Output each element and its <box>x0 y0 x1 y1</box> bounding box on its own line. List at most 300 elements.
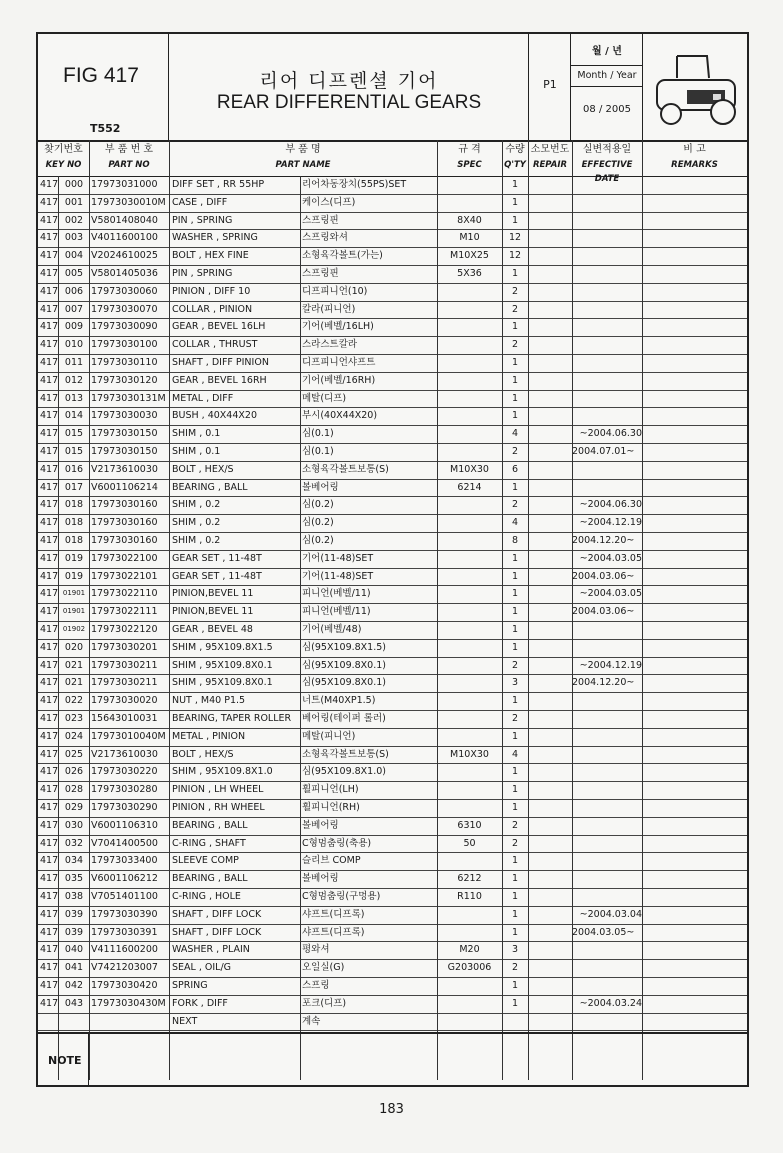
cell-part: 17973022110 <box>91 588 158 600</box>
cell-en: PINION , DIFF 10 <box>172 285 251 297</box>
cell-ko: 베어링(테이퍼 롤러) <box>302 713 386 724</box>
cell-date <box>572 852 642 870</box>
cell-qty: 1 <box>511 695 519 707</box>
cell-date: ~2004.06.30 <box>579 428 642 440</box>
cell-spec: M10X30 <box>450 463 489 475</box>
cell-en: SHAFT , DIFF LOCK <box>172 908 262 920</box>
table-row <box>38 728 747 747</box>
cell-key: 006 <box>64 285 84 297</box>
cell-en: SHAFT , DIFF PINION <box>172 357 269 368</box>
table-row <box>38 425 747 444</box>
cell-key: 042 <box>64 980 84 991</box>
cell-date <box>572 461 642 479</box>
cell-date <box>572 746 642 764</box>
cell-qty: 1 <box>511 214 519 226</box>
cell-ko: 소형육각볼트(가는) <box>302 250 383 262</box>
page-number: 183 <box>379 1102 404 1117</box>
date-box <box>571 34 643 140</box>
cell-spec <box>437 995 502 1013</box>
cell-date <box>572 354 642 372</box>
cell-spec <box>437 372 502 390</box>
cell-date: ~2004.03.24 <box>579 997 642 1009</box>
cell-date <box>572 372 642 390</box>
cell-date <box>572 977 642 995</box>
cell-spec <box>437 603 502 621</box>
cell-spec: M10X30 <box>450 748 489 760</box>
cell-qty: 1 <box>511 606 519 618</box>
table-row <box>38 621 747 640</box>
column-divider <box>89 176 90 1080</box>
note-divider <box>88 1034 89 1087</box>
cell-date: ~2004.06.30 <box>579 499 642 511</box>
column-divider <box>528 176 529 1080</box>
table-row <box>38 906 747 925</box>
cell-part: 17973022111 <box>91 606 158 618</box>
cell-fig: 417 <box>40 268 58 279</box>
cell-date <box>572 390 642 408</box>
table-row <box>38 941 747 960</box>
cell-part: 17973022101 <box>91 570 158 582</box>
table-row <box>38 870 747 889</box>
table-row <box>38 585 747 604</box>
table-row <box>38 354 747 373</box>
cell-en: GEAR , BEVEL 48 <box>172 624 253 635</box>
cell-date <box>572 176 642 194</box>
cell-spec <box>437 407 502 425</box>
date-label-korean: 월 / 년 <box>592 46 622 57</box>
cell-qty: 1 <box>511 179 519 190</box>
cell-ko: 피니언(베벨/11) <box>302 588 371 600</box>
cell-key: 013 <box>64 392 84 404</box>
cell-date <box>572 265 642 283</box>
cell-en: METAL , DIFF <box>172 392 234 404</box>
cell-qty: 2 <box>511 962 519 974</box>
cell-en: BOLT , HEX/S <box>172 748 234 760</box>
cell-date <box>572 1013 642 1031</box>
table-row <box>38 710 747 729</box>
cell-date: ~2004.03.04 <box>579 908 642 920</box>
cell-date <box>572 835 642 853</box>
cell-qty: 2 <box>511 446 519 457</box>
cell-en: COLLAR , THRUST <box>172 339 258 351</box>
cell-part: V4011600100 <box>91 232 158 244</box>
cell-key: 01902 <box>62 625 86 633</box>
cell-ko: 기어(베벨/16RH) <box>302 374 376 386</box>
cell-ko: 볼베어링 <box>302 819 339 831</box>
cell-spec <box>437 639 502 657</box>
column-divider <box>502 176 503 1080</box>
cell-en: SHIM , 0.2 <box>172 535 221 546</box>
cell-en: SLEEVE COMP <box>172 855 239 867</box>
cell-spec <box>437 283 502 301</box>
cell-fig: 417 <box>40 588 58 600</box>
table-row <box>38 924 747 943</box>
cell-part: 17973030110 <box>91 357 158 368</box>
cell-key: 022 <box>64 695 84 707</box>
cell-part: 17973030030 <box>91 410 158 422</box>
header-divider <box>502 140 503 176</box>
cell-ko: 스프링핀 <box>302 268 339 279</box>
cell-key: 021 <box>64 677 84 689</box>
date-value: 08 / 2005 <box>583 104 631 115</box>
cell-qty: 1 <box>511 980 519 991</box>
cell-part: V5801408040 <box>91 214 158 226</box>
cell-fig: 417 <box>40 802 58 813</box>
cell-en: METAL , PINION <box>172 730 246 742</box>
cell-qty: 3 <box>511 944 519 956</box>
cell-qty: 2 <box>511 713 519 724</box>
table-row <box>38 443 747 462</box>
cell-ko: 케이스(디프) <box>302 196 356 208</box>
table-row <box>38 336 747 355</box>
cell-qty: 1 <box>511 196 519 208</box>
cell-part: 17973030160 <box>91 517 158 529</box>
cell-qty: 1 <box>511 766 519 778</box>
cell-fig: 417 <box>40 606 58 618</box>
cell-en: DIFF SET , RR 55HP <box>172 179 265 190</box>
cell-spec <box>437 585 502 603</box>
table-row <box>38 568 747 587</box>
cell-en: SEAL , OIL/G <box>172 962 232 974</box>
cell-key: 040 <box>64 944 84 956</box>
title-box <box>169 34 529 140</box>
cell-date: ~2004.03.05 <box>579 588 642 600</box>
cell-ko: 슬리브 COMP <box>302 855 361 867</box>
cell-date: 2004.03.05~ <box>572 926 635 938</box>
cell-part: 17973022120 <box>91 624 158 635</box>
table-row <box>38 212 747 231</box>
cell-fig: 417 <box>40 837 58 849</box>
cell-ko: 휠피니언(RH) <box>302 802 360 813</box>
cell-key: 019 <box>64 552 84 564</box>
cell-part: V5801405036 <box>91 268 158 279</box>
cell-spec: 50 <box>463 837 476 849</box>
cell-key: 018 <box>64 535 84 546</box>
cell-en: BEARING , BALL <box>172 819 248 831</box>
cell-part: V6001106214 <box>91 481 158 493</box>
cell-qty: 4 <box>511 748 519 760</box>
cell-date: ~2004.03.05 <box>579 552 642 564</box>
cell-ko: 계속 <box>302 1015 321 1027</box>
column-divider <box>437 176 438 1080</box>
col-header-key-no: 찾기번호 KEY NO <box>44 144 83 170</box>
cell-fig: 417 <box>40 357 58 368</box>
cell-fig: 417 <box>40 250 58 262</box>
cell-qty: 12 <box>508 250 522 262</box>
cell-key: 028 <box>64 784 84 796</box>
cell-en: GEAR SET , 11-48T <box>172 552 262 564</box>
cell-key: 001 <box>64 196 84 208</box>
cell-qty: 1 <box>511 624 519 635</box>
cell-spec <box>437 550 502 568</box>
cell-part: 17973030211 <box>91 677 158 689</box>
cell-fig: 417 <box>40 499 58 511</box>
cell-fig: 417 <box>40 944 58 956</box>
cell-part: V2024610025 <box>91 250 158 262</box>
cell-fig: 417 <box>40 624 58 635</box>
cell-qty: 1 <box>511 570 519 582</box>
cell-key: 041 <box>64 962 84 974</box>
cell-qty: 1 <box>511 374 519 386</box>
cell-en: CASE , DIFF <box>172 196 228 208</box>
cell-spec: M20 <box>459 944 480 956</box>
cell-en: BOLT , HEX/S <box>172 463 234 475</box>
cell-qty: 1 <box>511 410 519 422</box>
cell-date: 2004.03.06~ <box>572 570 635 582</box>
cell-en: BEARING , BALL <box>172 481 248 493</box>
cell-date <box>572 301 642 319</box>
cell-fig: 417 <box>40 463 58 475</box>
cell-part: 17973030290 <box>91 802 158 813</box>
cell-fig: 417 <box>40 339 58 351</box>
cell-en: SHIM , 95X109.8X1.0 <box>172 766 273 778</box>
cell-fig: 417 <box>40 873 58 885</box>
cell-ko: 소형육각볼트보통(S) <box>302 748 389 760</box>
table-row <box>38 407 747 426</box>
cell-part: 17973030160 <box>91 499 158 511</box>
table-row <box>38 550 747 569</box>
table-row <box>38 318 747 337</box>
cell-ko: 평와셔 <box>302 944 330 956</box>
cell-qty: 1 <box>511 926 519 938</box>
col-header-qty: 수량 Q'TY <box>504 144 526 170</box>
cell-date <box>572 692 642 710</box>
cell-spec: G203006 <box>447 962 492 974</box>
cell-spec <box>437 568 502 586</box>
cell-qty: 1 <box>511 641 519 653</box>
cell-fig: 417 <box>40 481 58 493</box>
cell-date <box>572 407 642 425</box>
table-row <box>38 835 747 854</box>
cell-key: 032 <box>64 837 84 849</box>
cell-spec <box>437 692 502 710</box>
cell-date <box>572 781 642 799</box>
cell-spec <box>437 621 502 639</box>
cell-part: 17973030100 <box>91 339 158 351</box>
cell-fig: 417 <box>40 980 58 991</box>
table-row <box>38 301 747 320</box>
cell-date <box>572 799 642 817</box>
table-row <box>38 852 747 871</box>
cell-spec: M10 <box>459 232 480 244</box>
cell-ko: 샤프트(디프록) <box>302 926 365 938</box>
table-row <box>38 372 747 391</box>
table-row <box>38 461 747 480</box>
cell-qty <box>502 1013 528 1031</box>
cell-ko: 리어차동장치(55PS)SET <box>302 179 407 190</box>
cell-fig: 417 <box>40 517 58 529</box>
cell-fig: 417 <box>40 926 58 938</box>
cell-qty: 1 <box>511 997 519 1009</box>
cell-ko: 심(0.2) <box>302 535 334 546</box>
cell-key: 010 <box>64 339 84 351</box>
cell-key: 018 <box>64 499 84 511</box>
cell-ko: 심(0.2) <box>302 499 334 511</box>
cell-date <box>572 336 642 354</box>
cell-en: GEAR , BEVEL 16LH <box>172 321 266 333</box>
cell-qty: 1 <box>511 268 519 279</box>
page-box <box>529 34 571 140</box>
cell-spec <box>437 194 502 212</box>
table-row <box>38 603 747 622</box>
table-row <box>38 781 747 800</box>
cell-spec <box>437 799 502 817</box>
cell-fig: 417 <box>40 285 58 297</box>
table-row <box>38 265 747 284</box>
table-row <box>38 763 747 782</box>
cell-key: 015 <box>64 446 84 457</box>
cell-key: 000 <box>64 179 84 190</box>
cell-key: 002 <box>64 214 84 226</box>
table-row <box>38 977 747 996</box>
cell-ko: 피니언(베벨/11) <box>302 606 371 618</box>
cell-ko: 스프링와셔 <box>302 232 348 244</box>
cell-part: 17973010040M <box>91 730 166 742</box>
cell-en: PINION,BEVEL 11 <box>172 606 254 618</box>
cell-date: ~2004.12.19 <box>579 659 642 671</box>
title-english: REAR DIFFERENTIAL GEARS <box>216 92 482 113</box>
cell-date <box>572 728 642 746</box>
cell-date <box>572 959 642 977</box>
cell-fig: 417 <box>40 997 58 1009</box>
cell-en: WASHER , SPRING <box>172 232 258 244</box>
cell-qty: 1 <box>511 392 519 404</box>
cell-en: PINION , RH WHEEL <box>172 802 265 813</box>
cell-date <box>572 763 642 781</box>
cell-date <box>572 229 642 247</box>
cell-ko: 칼라(피니언) <box>302 303 356 315</box>
cell-ko: 소형육각볼트보통(S) <box>302 463 389 475</box>
cell-ko: 볼베어링 <box>302 481 339 493</box>
cell-spec <box>437 1013 502 1031</box>
cell-key: 018 <box>64 517 84 529</box>
cell-part: 17973030150 <box>91 428 158 440</box>
cell-key: 009 <box>64 321 84 333</box>
cell-key: 017 <box>64 481 84 493</box>
cell-key: 003 <box>64 232 84 244</box>
table-row <box>38 799 747 818</box>
header-divider <box>169 140 170 176</box>
cell-fig: 417 <box>40 410 58 422</box>
cell-spec <box>437 496 502 514</box>
cell-date <box>572 817 642 835</box>
cell-date: ~2004.12.19 <box>579 517 642 529</box>
cell-part: V2173610030 <box>91 463 158 475</box>
cell-part: 17973030131M <box>91 392 166 404</box>
table-row <box>38 657 747 676</box>
cell-key: 038 <box>64 891 84 902</box>
cell-qty: 2 <box>511 837 519 849</box>
cell-qty: 8 <box>511 535 519 546</box>
cell-date <box>572 621 642 639</box>
col-header-repair: 소모번도 REPAIR <box>530 144 570 170</box>
cell-date <box>572 283 642 301</box>
cell-fig: 417 <box>40 446 58 457</box>
cell-part: V7051401100 <box>91 891 158 902</box>
cell-fig: 417 <box>40 766 58 778</box>
column-divider <box>300 176 301 1080</box>
cell-key: 01901 <box>62 589 86 598</box>
cell-part: V7421203007 <box>91 962 158 974</box>
cell-fig: 417 <box>40 659 58 671</box>
cell-part: 17973030220 <box>91 766 158 778</box>
cell-key: 021 <box>64 659 84 671</box>
cell-key: 043 <box>64 997 84 1009</box>
cell-part: 15643010031 <box>91 713 158 724</box>
col-header-spec: 규 격 SPEC <box>457 144 482 170</box>
cell-spec <box>437 443 502 461</box>
cell-part: 17973030211 <box>91 659 158 671</box>
cell-key: 012 <box>64 374 84 386</box>
cell-qty: 6 <box>511 463 519 475</box>
cell-spec: R110 <box>457 891 482 902</box>
cell-key: 023 <box>64 713 84 724</box>
cell-fig: 417 <box>40 321 58 333</box>
date-label-english: Month / Year <box>571 65 643 87</box>
cell-spec <box>437 728 502 746</box>
table-row <box>38 390 747 409</box>
header-divider <box>572 140 573 176</box>
cell-fig: 417 <box>40 730 58 742</box>
cell-key: 024 <box>64 730 84 742</box>
cell-qty: 1 <box>511 552 519 564</box>
table-row <box>38 639 747 658</box>
cell-spec <box>437 354 502 372</box>
cell-fig: 417 <box>40 819 58 831</box>
cell-fig: 417 <box>40 677 58 689</box>
column-divider <box>572 176 573 1080</box>
cell-ko: 기어(베벨/48) <box>302 624 362 635</box>
cell-spec <box>437 301 502 319</box>
cell-ko: 메탈(피니언) <box>302 730 356 742</box>
cell-key: 01901 <box>62 607 86 616</box>
cell-part: 17973030120 <box>91 374 158 386</box>
figure-box <box>38 34 169 140</box>
cell-key: 039 <box>64 926 84 938</box>
cell-spec <box>437 425 502 443</box>
cell-key: 015 <box>64 428 84 440</box>
table-row <box>38 247 747 266</box>
cell-fig: 417 <box>40 374 58 386</box>
cell-fig: 417 <box>40 428 58 440</box>
col-header-effective-date: 실변적용일 EFFECTIVE DATE <box>581 144 633 184</box>
cell-en: BUSH , 40X44X20 <box>172 410 257 422</box>
cell-ko: C형멈춤링(축용) <box>302 837 372 849</box>
cell-qty: 1 <box>511 908 519 920</box>
cell-key: 019 <box>64 570 84 582</box>
cell-part: V6001106212 <box>91 873 158 885</box>
cell-date <box>572 479 642 497</box>
cell-part: 17973030390 <box>91 908 158 920</box>
cell-ko: 심(95X109.8X0.1) <box>302 677 386 689</box>
cell-part: 17973030020 <box>91 695 158 707</box>
cell-spec: 6212 <box>457 873 482 885</box>
cell-qty: 2 <box>511 819 519 831</box>
cell-ko: 스프링핀 <box>302 214 339 226</box>
col-header-remarks: 비 고 REMARKS <box>671 144 718 170</box>
cell-qty: 2 <box>511 285 519 297</box>
cell-part: 17973030391 <box>91 926 158 938</box>
cell-part: 17973030070 <box>91 303 158 315</box>
header-divider <box>642 140 643 176</box>
table-row <box>38 514 747 533</box>
cell-part: 17973033400 <box>91 855 158 867</box>
cell-date: 2004.12.20~ <box>572 677 635 689</box>
table-row <box>38 176 747 195</box>
cell-fig: 417 <box>40 196 58 208</box>
cell-date <box>572 710 642 728</box>
cell-fig: 417 <box>40 784 58 796</box>
